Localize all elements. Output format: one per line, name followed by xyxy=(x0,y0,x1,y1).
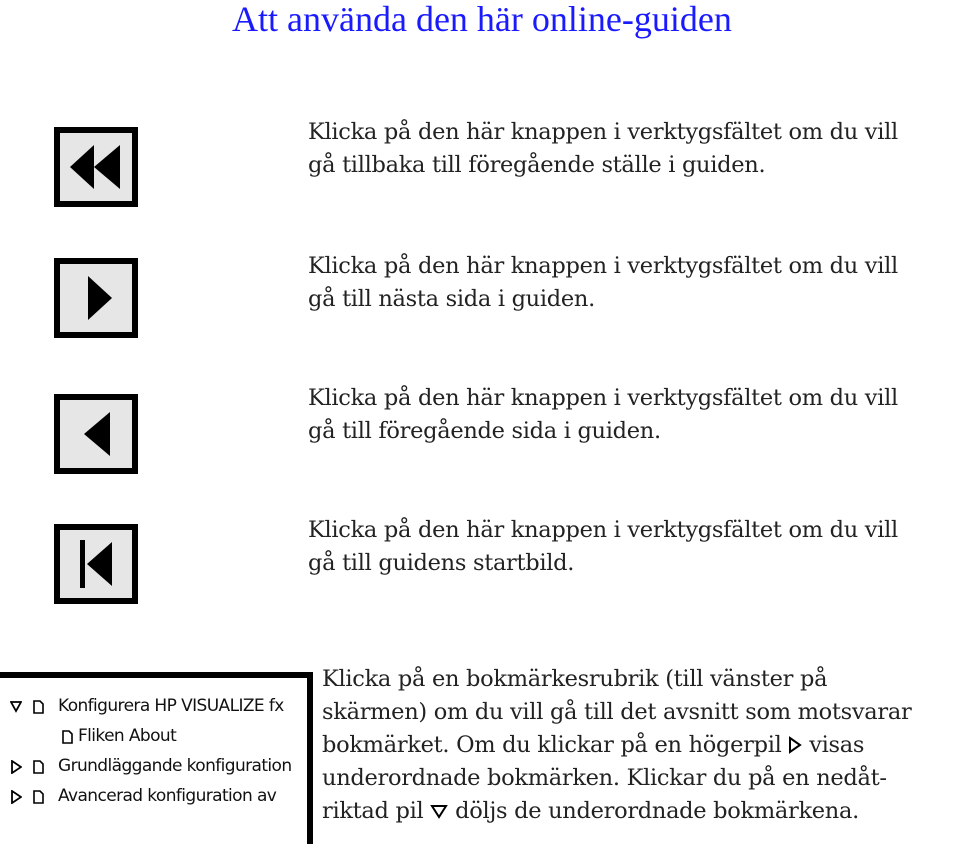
rewind-icon xyxy=(60,133,132,201)
right-triangle-icon[interactable] xyxy=(10,760,22,774)
bookmark-help-line4: underordnade bokmärken. Klickar du på en nedåt- xyxy=(322,765,887,791)
bookmark-help-line3 xyxy=(322,729,958,762)
rewind-description-line1: Klicka på den här knappen i verktygsfältet om du vill xyxy=(308,119,898,145)
down-triangle-icon xyxy=(430,804,448,820)
first-page-description-line1: Klicka på den här knappen i verktygsfältet om du vill xyxy=(308,517,898,543)
first-page-icon xyxy=(60,530,132,598)
down-triangle-icon[interactable] xyxy=(10,700,22,714)
next-page-icon xyxy=(60,264,132,332)
previous-page-description xyxy=(308,382,958,448)
page-icon xyxy=(33,760,44,774)
next-page-description-line1: Klicka på den här knappen i verktygsfältet om du vill xyxy=(308,253,898,279)
bookmark-help-text xyxy=(322,663,958,828)
bookmark-label: Grundläggande konfiguration xyxy=(58,756,292,776)
previous-page-description-line1: Klicka på den här knappen i verktygsfältet om du vill xyxy=(308,385,898,411)
bookmark-label: Konfigurera HP VISUALIZE fx xyxy=(58,696,284,716)
bookmark-item-grundlaggande[interactable] xyxy=(0,754,306,782)
next-page-description xyxy=(308,250,958,316)
rewind-button[interactable] xyxy=(54,127,138,207)
bookmark-label: Fliken About xyxy=(78,726,177,746)
bookmark-help-line5a: riktad pil xyxy=(322,798,424,824)
first-page-description xyxy=(308,514,958,580)
bookmark-item-fliken-about[interactable] xyxy=(0,724,306,752)
bookmark-help-line3a: bokmärket. Om du klickar på en högerpil xyxy=(322,732,782,758)
previous-page-description-line2: gå till föregående sida i guiden. xyxy=(308,418,661,444)
page-title: Att använda den här online-guiden xyxy=(232,0,732,39)
right-triangle-icon[interactable] xyxy=(10,790,22,804)
first-page-description-line2: gå till guidens startbild. xyxy=(308,550,575,576)
bookmark-panel xyxy=(0,672,313,844)
previous-page-button[interactable] xyxy=(54,394,138,474)
bookmark-help-line3b: visas xyxy=(809,732,865,758)
next-page-description-line2: gå till nästa sida i guiden. xyxy=(308,286,595,312)
rewind-description-line2: gå tillbaka till föregående ställe i guiden. xyxy=(308,152,766,178)
bookmark-help-line1: Klicka på en bokmärkesrubrik (till vänster på xyxy=(322,666,828,692)
bookmark-item-konfigurera[interactable] xyxy=(0,694,306,722)
rewind-description xyxy=(308,116,958,182)
bookmark-item-avancerad[interactable] xyxy=(0,784,306,812)
page-icon xyxy=(33,790,44,804)
bookmark-help-line5b: döljs de underordnade bokmärkena. xyxy=(455,798,859,824)
next-page-button[interactable] xyxy=(54,258,138,338)
right-triangle-icon xyxy=(788,736,802,754)
bookmark-help-line5 xyxy=(322,795,958,828)
bookmark-help-line2: skärmen) om du vill gå till det avsnitt som motsvarar xyxy=(322,699,912,725)
bookmark-label: Avancerad konfiguration av xyxy=(58,786,277,806)
first-page-button[interactable] xyxy=(54,524,138,604)
page-icon xyxy=(33,700,44,714)
page-icon xyxy=(62,730,73,744)
previous-page-icon xyxy=(60,400,132,468)
